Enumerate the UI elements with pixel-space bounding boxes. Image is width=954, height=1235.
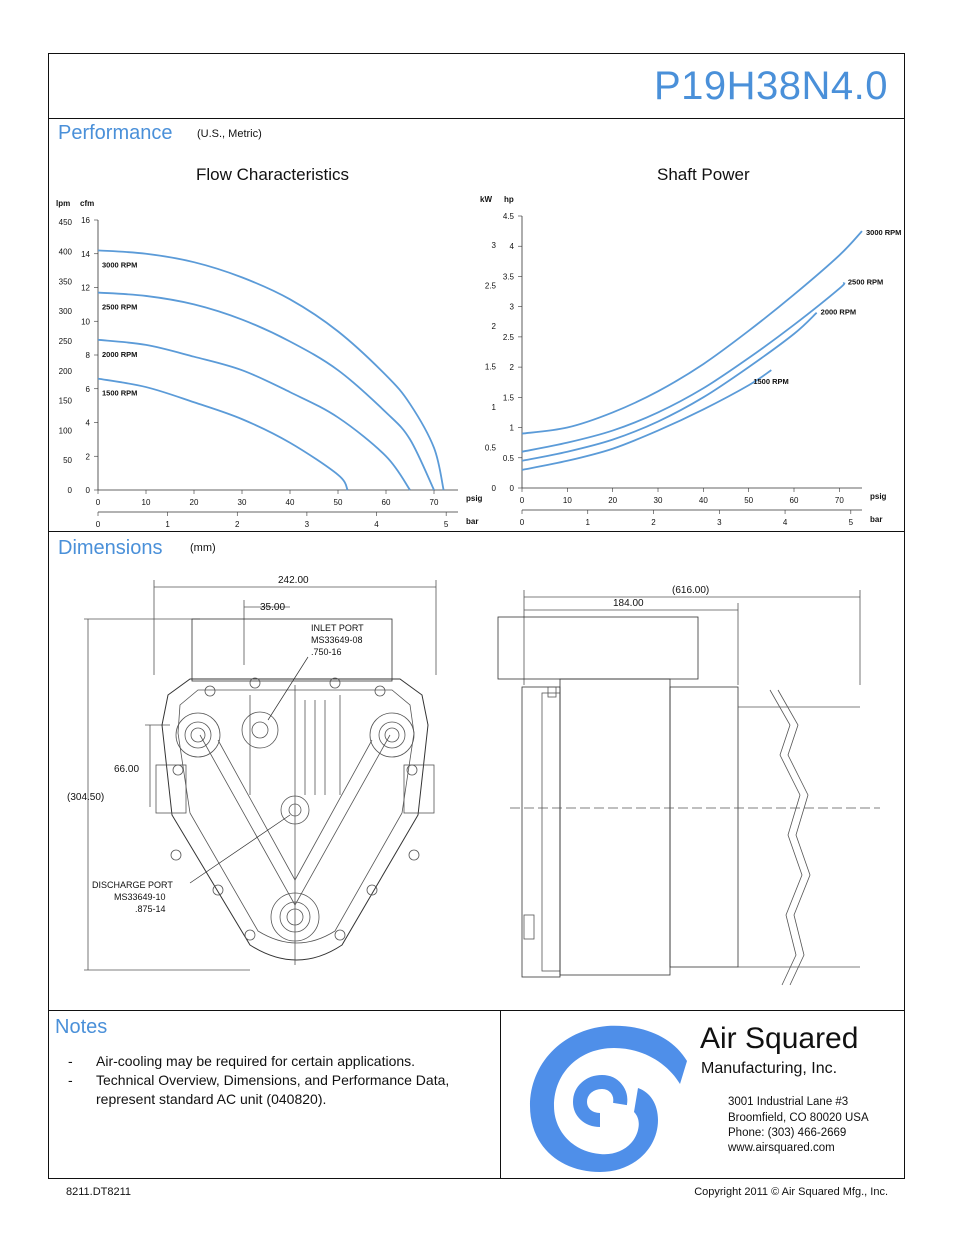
series-line-2000-rpm <box>98 340 410 490</box>
air-squared-logo <box>522 1016 702 1176</box>
performance-heading: Performance <box>58 122 173 144</box>
note-item: - Technical Overview, Dimensions, and Performance Data, represent standard AC unit (040820). <box>68 1072 450 1107</box>
x-tick-label: 50 <box>744 496 754 505</box>
discharge-label-1: DISCHARGE PORT <box>92 880 173 890</box>
y-outer-axis-label: lpm <box>56 199 71 208</box>
bar-tick-label: 0 <box>519 518 525 527</box>
company-name: Air Squared <box>700 1022 859 1055</box>
series-label: 1500 RPM <box>753 377 789 387</box>
phone-number: Phone: (303) 466-2669 <box>728 1127 847 1139</box>
bar-axis-label: bar <box>466 517 479 526</box>
y-inner-tick-label: 0 <box>509 484 514 493</box>
y-inner-axis-label: cfm <box>80 199 95 208</box>
y-inner-tick-label: 4 <box>509 242 514 252</box>
x-tick-label: 0 <box>519 496 525 505</box>
series-label: 2000 RPM <box>102 349 138 359</box>
y-inner-tick-label: 1 <box>509 423 514 433</box>
x-tick-label: 70 <box>429 498 439 507</box>
bar-tick-label: 4 <box>374 520 379 529</box>
doc-code: 8211.DT8211 <box>66 1186 132 1198</box>
y-outer-tick-label: 350 <box>58 277 72 287</box>
y-inner-tick-label: 1.5 <box>502 393 514 403</box>
y-inner-tick-label: 3 <box>509 302 514 312</box>
x-tick-label: 60 <box>789 496 799 505</box>
y-outer-tick-label: 200 <box>58 366 72 376</box>
x-tick-label: 20 <box>608 496 618 505</box>
y-outer-tick-label: 3 <box>491 241 496 251</box>
x-axis-label: psig <box>466 494 483 503</box>
series-label: 3000 RPM <box>866 228 902 238</box>
bar-tick-label: 2 <box>235 520 240 529</box>
y-outer-tick-label: 1 <box>491 403 496 413</box>
x-tick-label: 20 <box>189 498 199 507</box>
address-line-2: Broomfield, CO 80020 USA <box>728 1112 869 1124</box>
x-tick-label: 10 <box>141 498 151 507</box>
y-outer-tick-label: 1.5 <box>484 362 496 372</box>
front-width-dim: 242.00 <box>278 575 309 586</box>
dimensions-units-note: (mm) <box>190 542 216 554</box>
y-outer-tick-label: 300 <box>58 307 72 317</box>
power-chart-title: Shaft Power <box>657 165 750 184</box>
y-outer-axis-label: kW <box>480 195 492 204</box>
y-inner-tick-label: 6 <box>85 384 90 394</box>
y-outer-tick-label: 100 <box>58 426 72 436</box>
y-outer-tick-label: 2 <box>491 322 496 332</box>
notes-divider <box>500 1010 501 1179</box>
y-outer-tick-label: 0 <box>491 484 496 493</box>
y-outer-tick-label: 400 <box>58 247 72 257</box>
notes-list <box>64 1052 494 1109</box>
performance-divider <box>48 531 905 532</box>
bar-tick-label: 2 <box>651 518 656 527</box>
y-outer-tick-label: 450 <box>58 217 72 227</box>
document-title: P19H38N4.0 <box>653 64 888 108</box>
copyright: Copyright 2011 © Air Squared Mfg., Inc. <box>694 1186 888 1198</box>
y-outer-tick-label: 2.5 <box>484 281 496 291</box>
body-length-dim: 184.00 <box>613 598 644 609</box>
dimensions-heading: Dimensions <box>58 537 163 559</box>
y-inner-tick-label: 12 <box>81 283 90 293</box>
discharge-label-3: .875-14 <box>135 904 166 914</box>
bar-tick-label: 5 <box>848 518 854 527</box>
x-tick-label: 30 <box>237 498 247 507</box>
bar-tick-label: 1 <box>585 518 590 527</box>
bar-tick-label: 3 <box>717 518 722 527</box>
series-label: 2500 RPM <box>847 277 884 287</box>
y-outer-tick-label: 0.5 <box>484 443 496 453</box>
company-subtitle: Manufacturing, Inc. <box>701 1060 838 1077</box>
y-inner-tick-label: 16 <box>81 216 90 225</box>
y-inner-tick-label: 2.5 <box>502 332 514 342</box>
y-inner-tick-label: 3.5 <box>502 272 514 282</box>
discharge-label-2: MS33649-10 <box>114 892 166 902</box>
y-outer-tick-label: 50 <box>63 456 72 466</box>
x-tick-label: 70 <box>834 496 844 505</box>
x-tick-label: 10 <box>562 496 572 505</box>
y-inner-tick-label: 2 <box>509 363 514 373</box>
bar-tick-label: 4 <box>782 518 788 527</box>
front-height-dim: (304.50) <box>67 792 105 803</box>
y-inner-tick-label: 2 <box>85 452 90 462</box>
bar-tick-label: 0 <box>95 520 101 529</box>
side-view-drawing <box>490 575 900 1005</box>
bar-tick-label: 3 <box>304 520 310 529</box>
series-label: 2500 RPM <box>102 302 138 312</box>
front-view-drawing <box>50 565 470 1005</box>
series-label: 3000 RPM <box>102 260 138 270</box>
y-inner-axis-label: hp <box>504 195 514 204</box>
x-tick-label: 0 <box>95 498 101 507</box>
y-inner-tick-label: 0.5 <box>502 453 514 463</box>
website-link[interactable]: www.airsquared.com <box>728 1142 835 1154</box>
notes-heading: Notes <box>55 1016 108 1038</box>
bar-tick-label: 1 <box>165 520 170 529</box>
inlet-offset-dim: 35.00 <box>260 602 286 613</box>
inlet-label-1: INLET PORT <box>311 623 364 633</box>
address-line-1: 3001 Industrial Lane #3 <box>728 1096 849 1108</box>
shaft-power-chart <box>478 190 908 530</box>
y-outer-tick-label: 0 <box>67 486 72 495</box>
bar-axis-label: bar <box>870 515 883 524</box>
note-item: - Air-cooling may be required for certain applications. <box>68 1053 416 1069</box>
x-tick-label: 40 <box>698 496 708 505</box>
y-inner-tick-label: 10 <box>81 317 90 327</box>
x-axis-label: psig <box>870 492 887 501</box>
title-divider <box>48 118 905 119</box>
y-inner-tick-label: 8 <box>85 351 90 360</box>
flow-characteristics-chart <box>48 190 488 530</box>
y-inner-tick-label: 4.5 <box>502 212 514 221</box>
overall-length-dim: (616.00) <box>672 585 710 596</box>
series-label: 1500 RPM <box>102 388 138 398</box>
y-inner-tick-label: 0 <box>85 486 90 495</box>
y-inner-tick-label: 4 <box>85 418 90 428</box>
series-line-2000-rpm <box>522 313 817 461</box>
performance-units-note: (U.S., Metric) <box>197 128 262 140</box>
x-tick-label: 40 <box>285 498 295 507</box>
series-label: 2000 RPM <box>820 307 857 317</box>
series-line-1500-rpm <box>522 370 771 470</box>
series-line-3000-rpm <box>98 250 444 490</box>
flow-chart-title: Flow Characteristics <box>196 165 350 184</box>
inlet-label-2: MS33649-08 <box>311 635 363 645</box>
series-line-2500-rpm <box>98 293 434 490</box>
x-tick-label: 50 <box>333 498 343 507</box>
y-outer-tick-label: 250 <box>58 336 72 346</box>
inlet-label-3: .750-16 <box>311 647 342 657</box>
x-tick-label: 60 <box>381 498 391 507</box>
bar-tick-label: 5 <box>443 520 449 529</box>
y-outer-tick-label: 150 <box>58 396 72 406</box>
mount-dim: 66.00 <box>114 764 140 775</box>
x-tick-label: 30 <box>653 496 663 505</box>
dimensions-divider <box>48 1010 905 1011</box>
y-inner-tick-label: 14 <box>81 249 90 259</box>
